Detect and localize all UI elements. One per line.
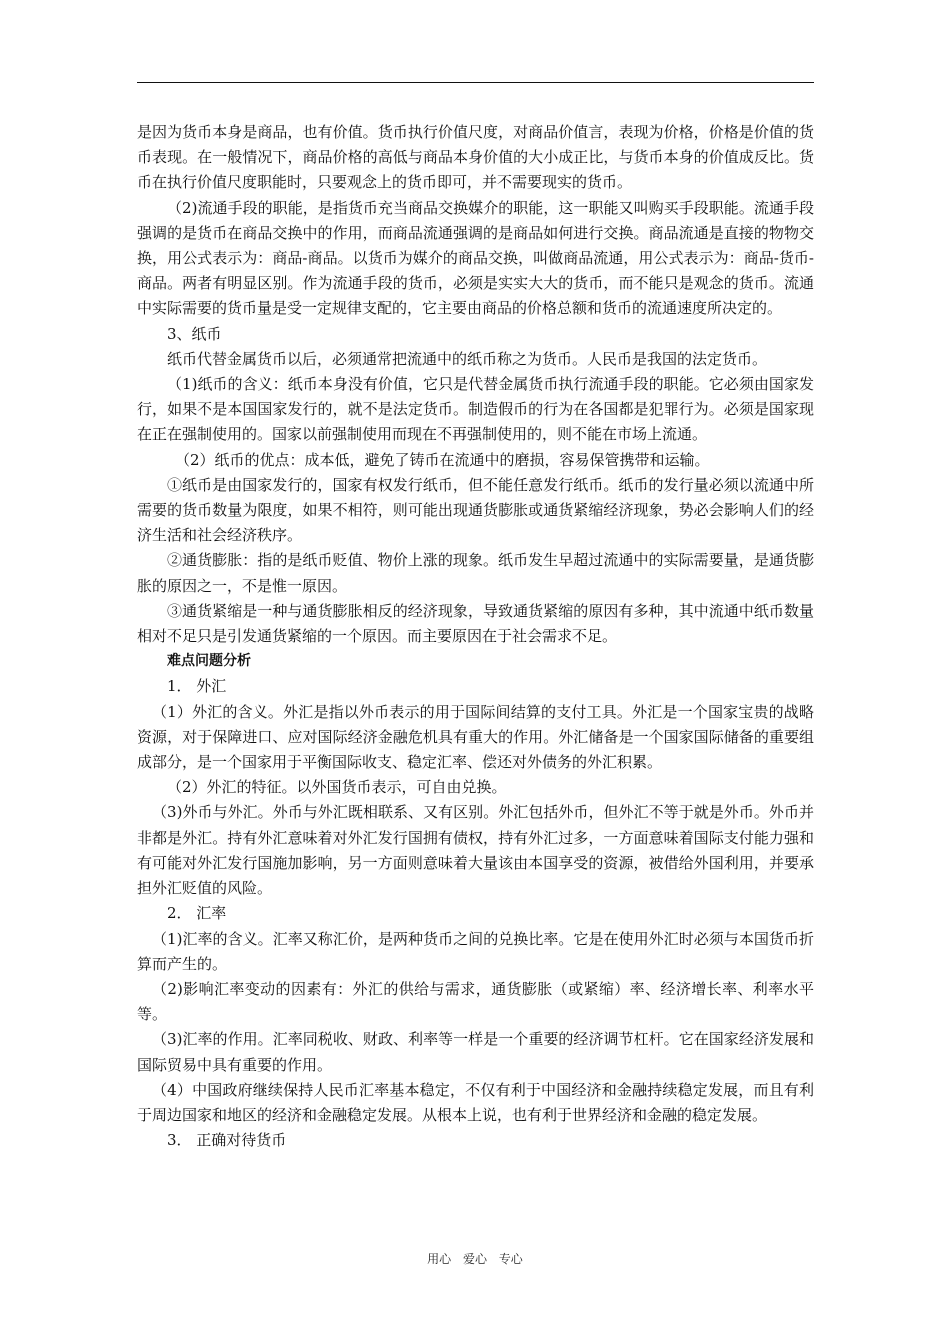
header-rule bbox=[137, 82, 814, 83]
section-heading-foreign-exchange: 1． 外汇 bbox=[167, 677, 227, 696]
paragraph-value-measure-end: 是因为货币本身是商品，也有价值。货币执行价值尺度，对商品价值言，表现为价格，价格是价值的货币表现。在一般情况下，商品价格的高低与商品本身价值的大小成正比，与货币本身的价值成反比。货币在执行价值尺度职能时，只要观念上的货币即可，并不需要现实的货币。 bbox=[137, 123, 814, 192]
page-footer: 用心 爱心 专心 bbox=[427, 1252, 523, 1266]
paragraph-circulation-means: （2)流通手段的职能，是指货币充当商品交换媒介的职能，这一职能又叫购买手段职能。流通手段强调的是货币在商品交换中的作用，而商品流通强调的是商品如何进行交换。商品流通是直接的物物交换，用公式表示为：商品-商品。以货币为媒介的商品交换，叫做商品流通，用公式表示为：商品-货币-商品。两者有明显区别。作为流通手段的货币，必须是实实大大的货币，而不能只是观念的货币。流通中实际需要的货币量是受一定规律支配的，它主要由商品的价格总额和货币的流通速度所决定的。 bbox=[137, 198, 814, 318]
heading-difficult-issues: 难点问题分析 bbox=[167, 653, 251, 670]
paragraph-rate-role: （3)汇率的作用。汇率同税收、财政、利率等一样是一个重要的经济调节杠杆。它在国家经济发展和国际贸易中具有重要的作用。 bbox=[137, 1030, 814, 1074]
body-text bbox=[137, 120, 814, 1153]
paragraph-fx-vs-foreign-currency: （3)外币与外汇。外币与外汇既相联系、又有区别。外汇包括外币，但外汇不等于就是外币。外币并非都是外汇。持有外汇意味着对外汇发行国拥有债权，持有外汇过多，一方面意味着国际支付能力强和有可能对外汇发行国施加影响，另一方面则意味着大量该由本国享受的资源，被借给外国利用，并要承担外汇贬值的风险。 bbox=[137, 803, 814, 898]
section-heading-treat-money: 3． 正确对待货币 bbox=[167, 1131, 287, 1150]
section-heading-paper-money: 3、纸币 bbox=[167, 324, 222, 343]
paragraph-rate-factors: （2)影响汇率变动的因素有：外汇的供给与需求，通货膨胀（或紧缩）率、经济增长率、利率水平等。 bbox=[137, 979, 814, 1024]
paragraph-rate-meaning: （1)汇率的含义。汇率又称汇价，是两种货币之间的兑换比率。它是在使用外汇时必须与本国货币折算而产生的。 bbox=[137, 929, 814, 973]
section-heading-exchange-rate: 2． 汇率 bbox=[167, 904, 227, 923]
paragraph-fx-features: （2）外汇的特征。以外国货币表示，可自由兑换。 bbox=[167, 778, 507, 797]
paragraph-paper-money-advantages: （2）纸币的优点：成本低，避免了铸币在流通中的磨损，容易保管携带和运输。 bbox=[175, 450, 710, 469]
paragraph-paper-money-intro: 纸币代替金属货币以后，必须通常把流通中的纸币称之为货币。人民币是我国的法定货币。 bbox=[167, 349, 768, 368]
paragraph-rmb-stability: （4）中国政府继续保持人民币汇率基本稳定，不仅有利于中国经济和金融持续稳定发展，而且有利于周边国家和地区的经济和金融稳定发展。从根本上说，也有利于世界经济和金融的稳定发展。 bbox=[137, 1080, 814, 1124]
paragraph-inflation: ②通货膨胀：指的是纸币贬值、物价上涨的现象。纸币发生早超过流通中的实际需要量，是通货膨胀的原因之一，不是惟一原因。 bbox=[137, 551, 814, 595]
paragraph-issuance: ①纸币是由国家发行的，国家有权发行纸币，但不能任意发行纸币。纸币的发行量必须以流通中所需要的货币数量为限度，如果不相符，则可能出现通货膨胀或通货紧缩经济现象，势必会影响人们的经济生活和社会经济秩序。 bbox=[137, 475, 814, 545]
paragraph-paper-money-meaning: （1)纸币的含义：纸币本身没有价值，它只是代替金属货币执行流通手段的职能。它必须由国家发行，如果不是本国国家发行的，就不是法定货币。制造假币的行为在各国都是犯罪行为。必须是国家现在正在强制使用的。国家以前强制使用而现在不再强制使用的，则不能在市场上流通。 bbox=[137, 375, 814, 444]
paragraph-fx-meaning: （1）外汇的含义。外汇是指以外币表示的用于国际间结算的支付工具。外汇是一个国家宝贵的战略资源，对于保障进口、应对国际经济金融危机具有重大的作用。外汇储备是一个国家国际储备的重要组成部分，是一个国家用于平衡国际收支、稳定汇率、偿还对外债务的外汇积累。 bbox=[137, 702, 814, 772]
paragraph-deflation: ③通货紧缩是一种与通货膨胀相反的经济现象，导致通货紧缩的原因有多种，其中流通中纸币数量相对不足只是引发通货紧缩的一个原因。而主要原因在于社会需求不足。 bbox=[137, 601, 814, 646]
